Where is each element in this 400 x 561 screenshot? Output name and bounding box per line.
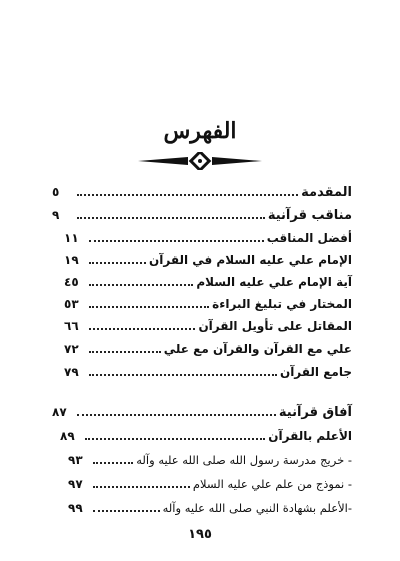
toc-entry-label: آية الإمام علي عليه السلام: [196, 275, 352, 289]
page-title: الفهرس: [163, 118, 237, 144]
toc-entry-page: ٧٩: [64, 365, 79, 379]
toc-entry-page: ٨٩: [60, 429, 75, 443]
toc-entry-page: ٨٧: [52, 405, 67, 419]
dot-leader: [89, 230, 264, 242]
toc-entry-label: الأعلم بالقرآن: [268, 429, 352, 443]
dot-leader: [89, 364, 277, 376]
dot-leader: [89, 296, 209, 308]
toc-entry-page: ٦٦: [64, 319, 79, 333]
toc-entry-label: المقدمة: [301, 185, 352, 200]
toc-entry-page: ١٩: [64, 253, 79, 267]
toc-entry-page: ٤٥: [64, 275, 79, 289]
toc-entry-label: جامع القرآن: [279, 365, 352, 379]
toc-entry[interactable]: [64, 364, 352, 382]
footer-page-number: ١٩٥: [188, 527, 212, 542]
dot-leader: [93, 500, 160, 512]
toc-entry-label: علي مع القرآن والقرآن مع علي: [163, 342, 352, 356]
decorative-divider-icon: [138, 152, 262, 170]
dot-leader: [77, 404, 276, 416]
toc-entry[interactable]: [64, 296, 352, 314]
toc-entry-label: آفاق قرآنية: [278, 405, 352, 420]
toc-entry-label: المختار في تبليغ البراءة: [212, 297, 352, 311]
toc-entry-page: ٩٣: [68, 453, 83, 467]
toc-entry-label: مناقب قرآنية: [267, 208, 352, 223]
dot-leader: [89, 274, 193, 286]
toc-entry[interactable]: [64, 274, 352, 292]
toc-entry-page: ١١: [64, 231, 79, 245]
toc-entry-label: - نموذج من علم علي عليه السلام: [192, 477, 352, 491]
toc-entry-page: ٩: [52, 208, 60, 222]
toc-entry-label: - خريج مدرسة رسول الله صلى الله عليه وآله: [136, 453, 352, 467]
toc-entry-label: المقاتل على تأويل القرآن: [198, 319, 352, 333]
dot-leader: [77, 207, 265, 219]
toc-entry[interactable]: [52, 207, 352, 225]
toc-entry[interactable]: [52, 184, 352, 202]
toc-entry[interactable]: [64, 230, 352, 248]
dot-leader: [85, 428, 265, 440]
toc-entry-page: ٥٣: [64, 297, 79, 311]
toc-entry[interactable]: [68, 476, 352, 494]
toc-entry[interactable]: [60, 428, 352, 446]
toc-entry[interactable]: [68, 500, 352, 518]
toc-entry[interactable]: [64, 318, 352, 336]
toc-entry[interactable]: [64, 252, 352, 270]
dot-leader: [89, 252, 146, 264]
dot-leader: [77, 184, 298, 196]
toc-entry-label: أفضل المناقب: [266, 231, 352, 245]
toc-entry[interactable]: [64, 341, 352, 359]
toc-entry-label: الإمام علي عليه السلام في القرآن: [149, 253, 352, 267]
dot-leader: [93, 452, 133, 464]
toc-entry[interactable]: [68, 452, 352, 470]
dot-leader: [89, 318, 195, 330]
toc-entry-page: ٥: [52, 185, 60, 199]
dot-leader: [93, 476, 190, 488]
toc-entry-label: -الأعلم بشهادة النبي صلى الله عليه وآله: [162, 501, 352, 515]
toc-entry-page: ٧٢: [64, 342, 79, 356]
toc-entry-page: ٩٧: [68, 477, 83, 491]
toc-entry-page: ٩٩: [68, 501, 83, 515]
dot-leader: [89, 341, 161, 353]
toc-entry[interactable]: [52, 404, 352, 422]
